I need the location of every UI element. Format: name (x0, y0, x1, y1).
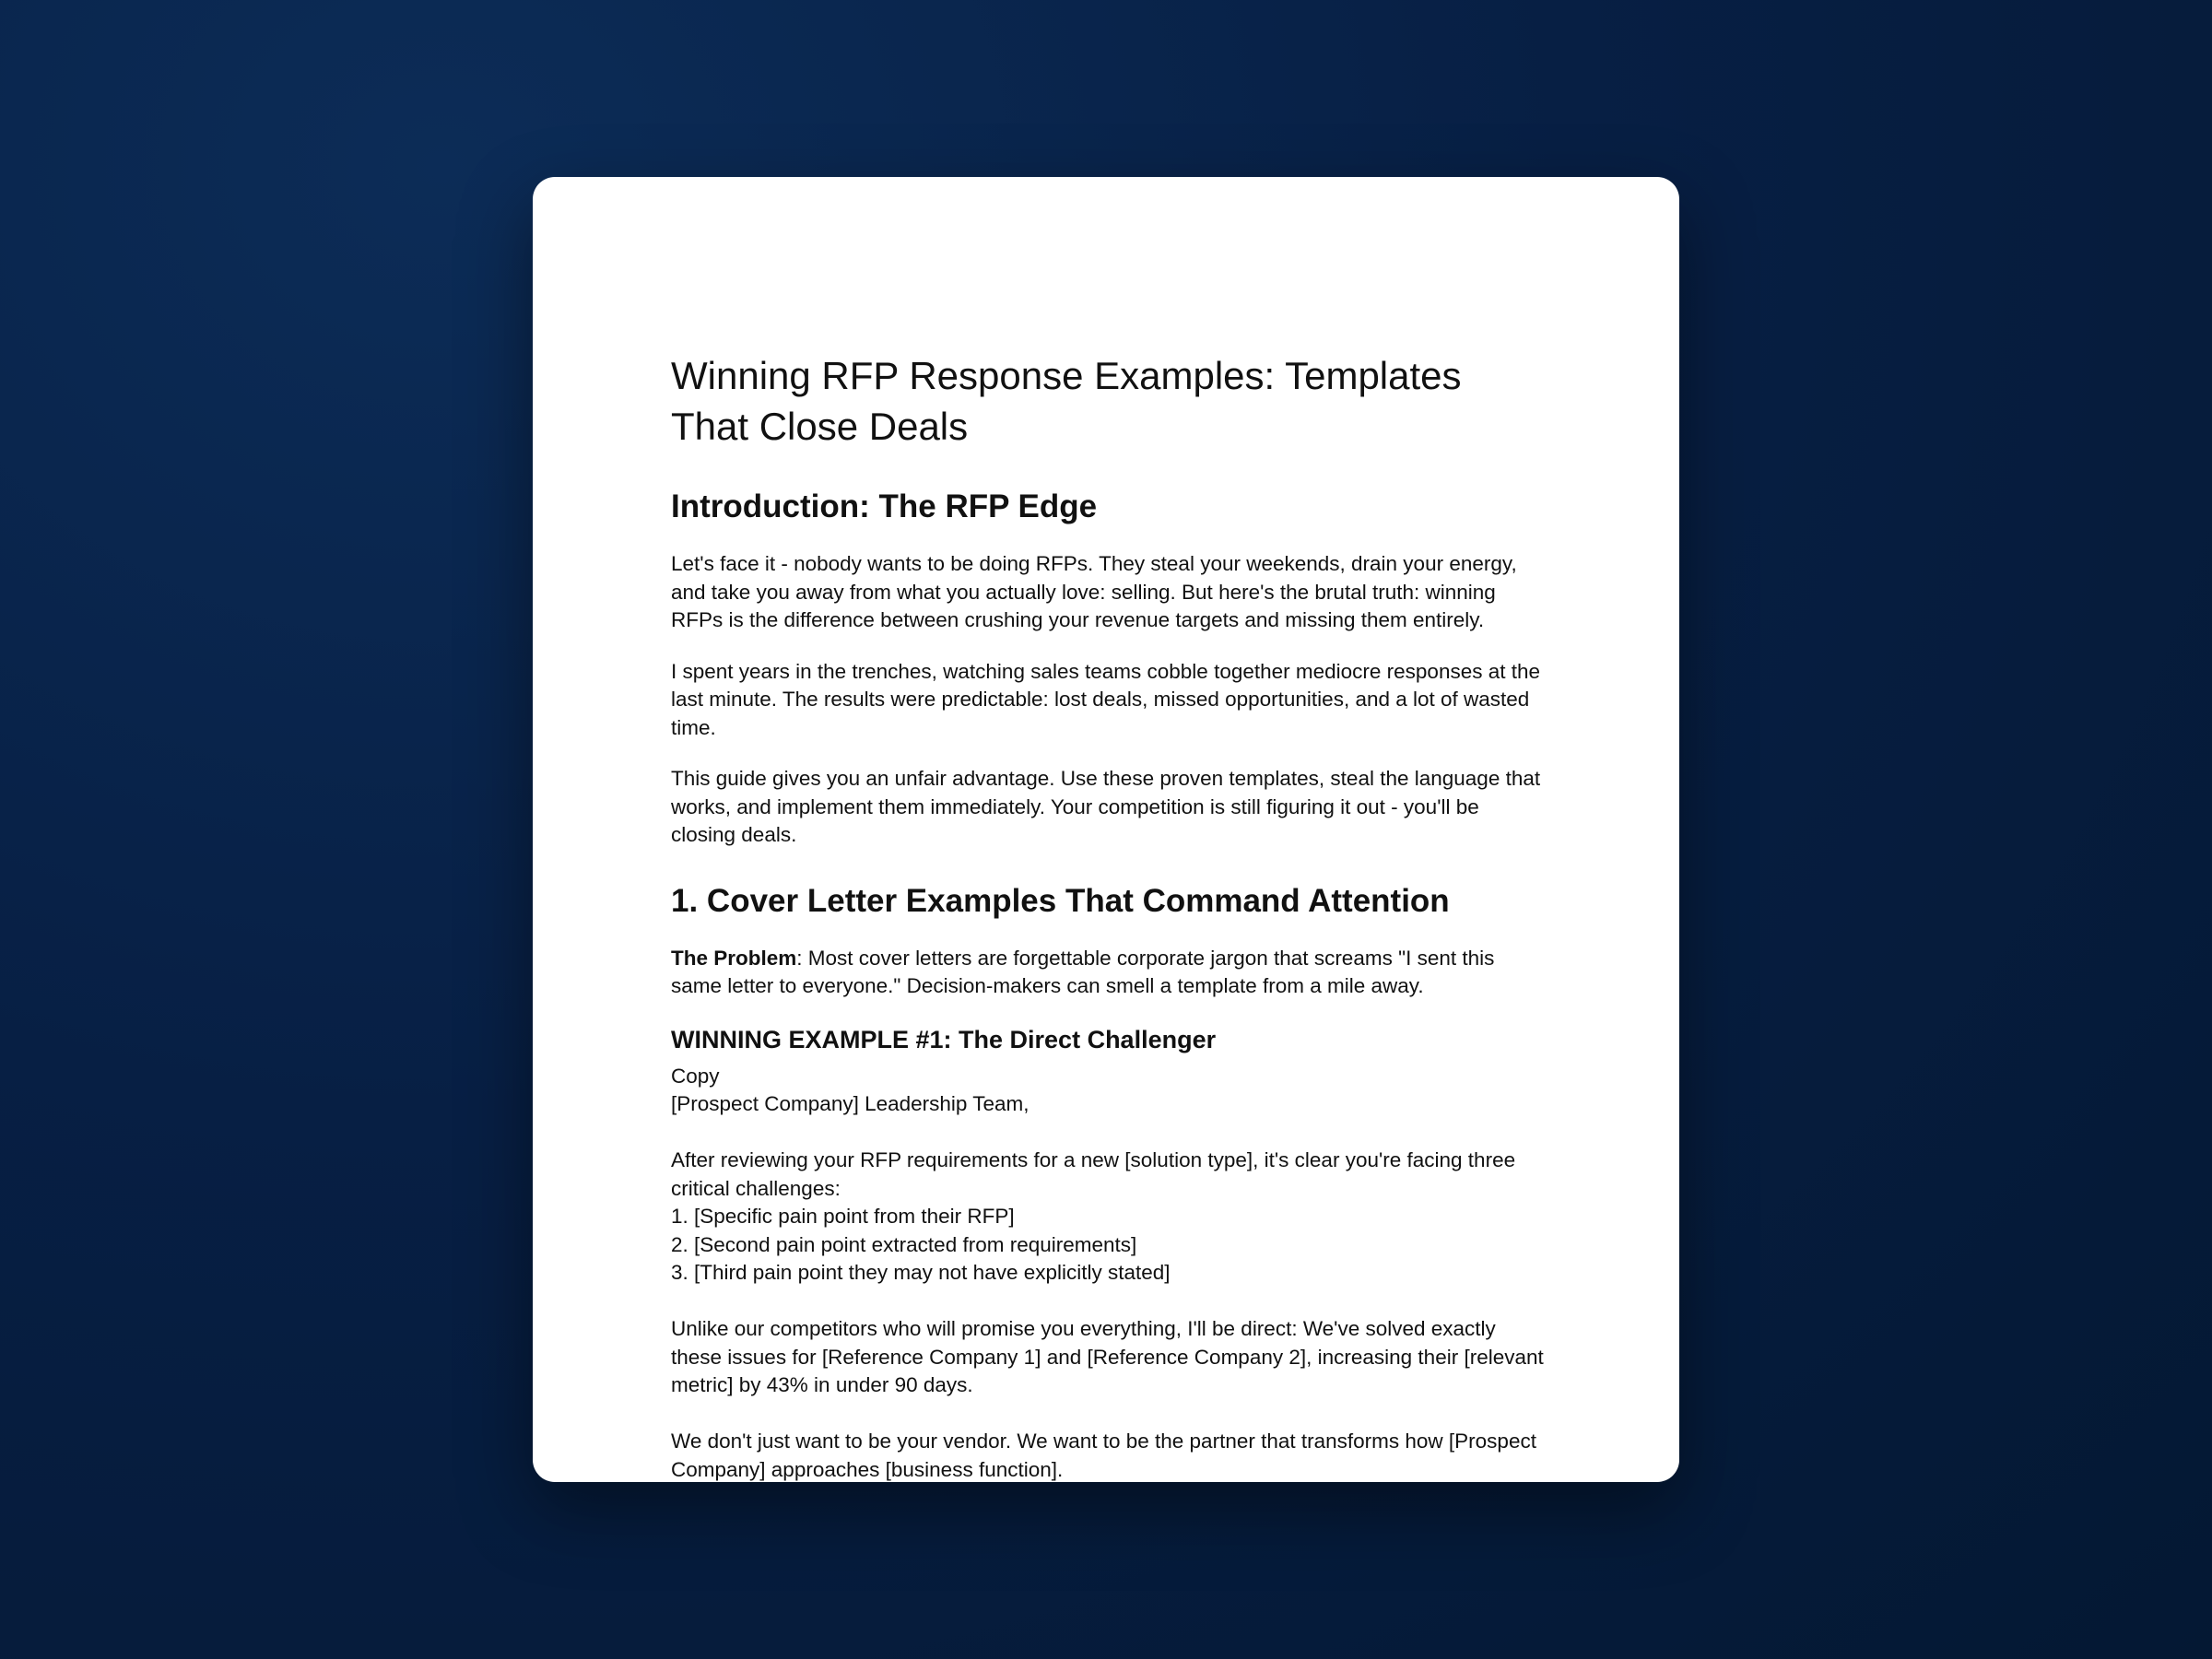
template-line: [Prospect Company] Leadership Team, (671, 1092, 1030, 1115)
template-block (671, 1090, 1547, 1482)
document-content (671, 350, 1547, 1482)
problem-label: The Problem (671, 946, 797, 970)
template-blank-line (671, 1288, 1547, 1316)
template-blank-line (671, 1400, 1547, 1429)
template-blank-line (671, 1119, 1547, 1147)
template-line: After reviewing your RFP requirements for a new [solution type], it's clear you're facing three critical challenges: (671, 1148, 1516, 1200)
template-line: 3. [Third pain point they may not have explicitly stated] (671, 1261, 1171, 1284)
template-line: 1. [Specific pain point from their RFP] (671, 1205, 1015, 1228)
template-line: 2. [Second pain point extracted from requirements] (671, 1232, 1137, 1256)
page-title: Winning RFP Response Examples: Templates That Close Deals (671, 354, 1462, 448)
document-card (533, 177, 1679, 1482)
intro-paragraph-1: Let's face it - nobody wants to be doing RFPs. They steal your weekends, drain your energy, and take you away from what you actually love: selling. But here's the brutal truth: winning RFPs is the difference between crushing your revenue targets and missing them entirely. (671, 552, 1517, 631)
intro-paragraph-2: I spent years in the trenches, watching sales teams cobble together mediocre responses at the last minute. The results were predictable: lost deals, missed opportunities, and a lot of wasted time. (671, 659, 1541, 739)
template-line: Unlike our competitors who will promise you everything, I'll be direct: We've solved exactly these issues for [Reference Company 1] and [Reference Company 2], increasing their [relevant metric] by 43% in under 90 days. (671, 1317, 1544, 1396)
example-heading: WINNING EXAMPLE #1: The Direct Challenger (671, 1025, 1217, 1053)
problem-text: : Most cover letters are forgettable corporate jargon that screams "I sent this same letter to everyone." Decision-makers can smell a template from a mile away. (671, 946, 1495, 997)
intro-heading: Introduction: The RFP Edge (671, 488, 1098, 524)
intro-paragraph-3: This guide gives you an unfair advantage. Use these proven templates, steal the language that works, and implement them immediately. Your competition is still figuring it out - you'll be closing deals. (671, 767, 1541, 846)
section-heading-cover-letter: 1. Cover Letter Examples That Command Attention (671, 882, 1450, 919)
copy-button[interactable]: Copy (671, 1064, 720, 1088)
template-line: We don't just want to be your vendor. We want to be the partner that transforms how [Prospect Company] approaches [business function]. (671, 1430, 1536, 1481)
problem-paragraph (671, 945, 1547, 1001)
